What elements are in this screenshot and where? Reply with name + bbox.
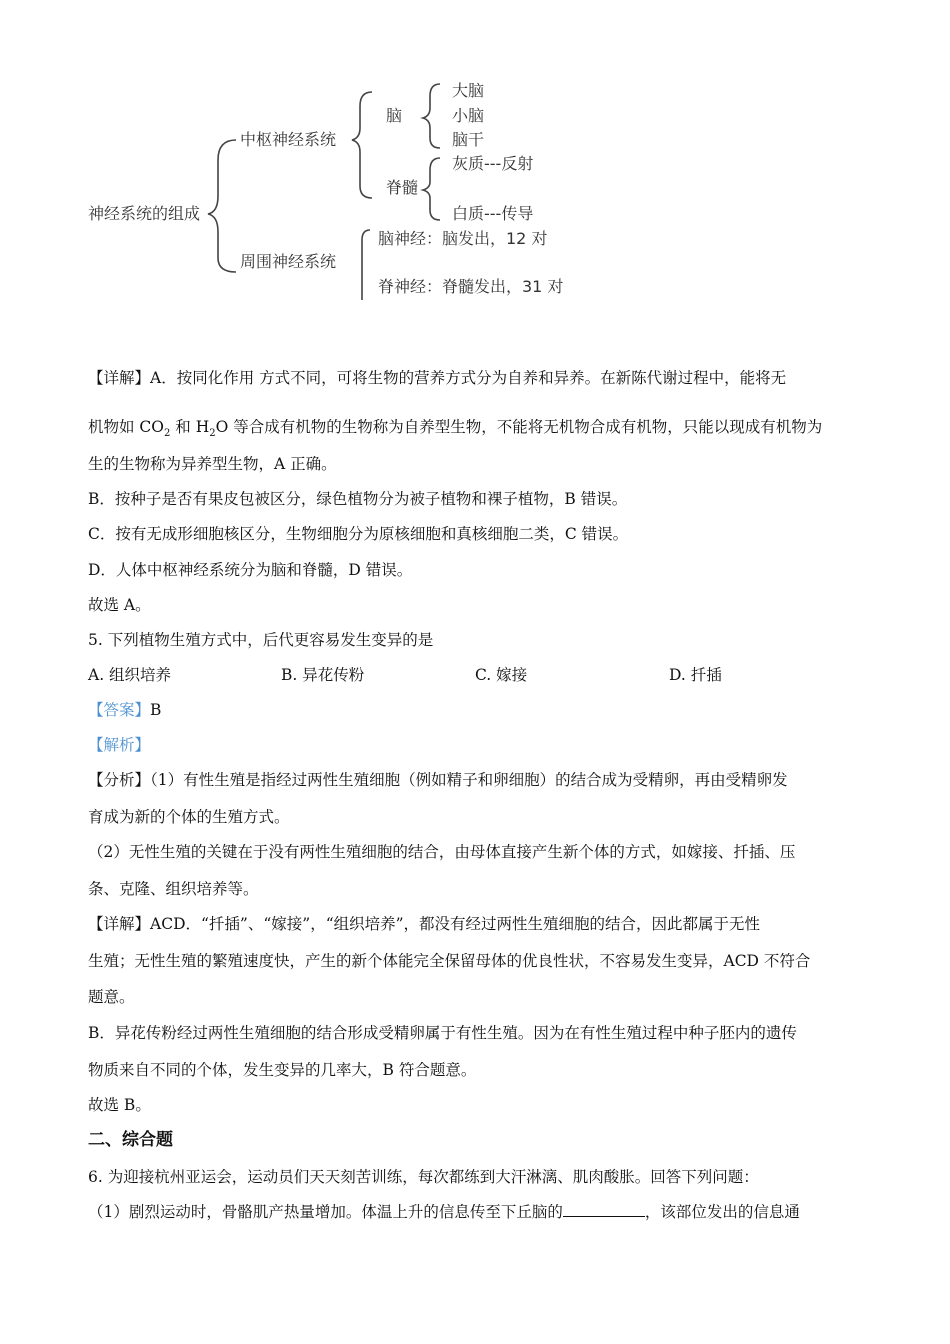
- peripheral-brace: [362, 230, 370, 300]
- detail4-c: C．按有无成形细胞核区分，生物细胞分为原核细胞和真核细胞二类，C 错误。: [88, 525, 629, 543]
- q5-detail-line2: B．异花传粉经过两性生殖细胞的结合形成受精卵属于有性生殖。因为在有性生殖过程中种子胚内的遗传: [88, 1024, 797, 1042]
- diagram-root-label: 神经系统的组成: [88, 204, 201, 223]
- diagram-cord-part: 灰质---反射: [452, 154, 534, 173]
- q5-option-a: A. 组织培养: [88, 666, 172, 684]
- diagram-peripheral-label: 周围神经系统: [240, 252, 337, 271]
- q6-part1: （1）剧烈运动时，骨骼肌产热量增加。体温上升的信息传至下丘脑的 ，该部位发出的信息通: [88, 1203, 800, 1221]
- diagram-nerve: 脑神经：脑发出，12 对: [378, 229, 548, 248]
- central-brace: [352, 92, 372, 198]
- diagram-brain-part: 大脑: [452, 81, 485, 100]
- q5-answer: 【答案】B: [88, 701, 162, 719]
- diagram-brain-part: 小脑: [452, 106, 485, 125]
- q5-fenxi-line2b: 条、克隆、组织培养等。: [88, 880, 259, 898]
- nervous-system-diagram: [0, 0, 950, 320]
- q5-detail-line1c: 题意。: [88, 988, 135, 1006]
- diagram-cord-label: 脊髓: [386, 178, 419, 197]
- detail-tag: 【详解】: [88, 369, 151, 387]
- detail4-a-line1: 【详解】A．按同化作用 方式不同，可将生物的营养方式分为自养和异养。在新陈代谢过程中，能将无: [88, 369, 787, 387]
- q5-choice: 故选 B。: [88, 1096, 151, 1114]
- diagram-nerve: 脊神经：脊髓发出，31 对: [378, 277, 564, 296]
- q5-fenxi-line2: （2）无性生殖的关键在于没有两性生殖细胞的结合，由母体直接产生新个体的方式，如嫁接、扦插、压: [88, 843, 796, 861]
- q5-analysis-tag: 【解析】: [88, 736, 151, 754]
- q5-detail-line1: 【详解】ACD．“扦插”、“嫁接”，“组织培养”，都没有经过两性生殖细胞的结合，因此都属于无性: [88, 915, 761, 933]
- diagram-brain-part: 脑干: [452, 130, 485, 149]
- diagram-cord-part: 白质---传导: [452, 204, 534, 223]
- q5-stem: 5. 下列植物生殖方式中，后代更容易发生变异的是: [88, 631, 434, 649]
- answer-tag: 【答案】: [88, 701, 151, 719]
- q5-detail-line1b: 生殖；无性生殖的繁殖速度快，产生的新个体能完全保留母体的优良性状，不容易发生变异，ACD 不符合: [88, 952, 811, 970]
- detail4-a-line3: 生的生物称为异养型生物，A 正确。: [88, 455, 337, 473]
- q5-option-c: C. 嫁接: [475, 666, 528, 684]
- q5-option-b: B. 异花传粉: [281, 666, 365, 684]
- detail4-a-line2: 机物如 $CO_2$ 和 $H_2O$ 等合成有机物的生物称为自养型生物，不能将无机物合成有机物，只能以现成有机物为: [88, 418, 823, 440]
- detail4-b: B．按种子是否有果皮包被区分，绿色植物分为被子植物和裸子植物，B 错误。: [88, 490, 628, 508]
- diagram-central-label: 中枢神经系统: [240, 130, 337, 149]
- detail4-d: D．人体中枢神经系统分为脑和脊髓，D 错误。: [88, 561, 413, 579]
- q6-stem: 6. 为迎接杭州亚运会，运动员们天天刻苦训练，每次都练到大汗淋漓、肌肉酸胀。回答下列问题：: [88, 1168, 759, 1186]
- diagram-brain-label: 脑: [386, 106, 403, 125]
- answer-blank[interactable]: [563, 1202, 645, 1217]
- q5-fenxi-line1: 【分析】（1）有性生殖是指经过两性生殖细胞（例如精子和卵细胞）的结合成为受精卵，再由受精卵发: [88, 771, 788, 789]
- brain-brace: [423, 84, 440, 148]
- q5-fenxi-line1b: 育成为新的个体的生殖方式。: [88, 808, 290, 826]
- root-brace: [208, 140, 236, 272]
- section-heading: 二、综合题: [88, 1130, 173, 1150]
- q5-detail-line2b: 物质来自不同的个体，发生变异的几率大，B 符合题意。: [88, 1061, 477, 1079]
- q5-option-d: D. 扦插: [669, 666, 722, 684]
- cord-brace: [423, 158, 440, 220]
- detail4-choice: 故选 A。: [88, 596, 151, 614]
